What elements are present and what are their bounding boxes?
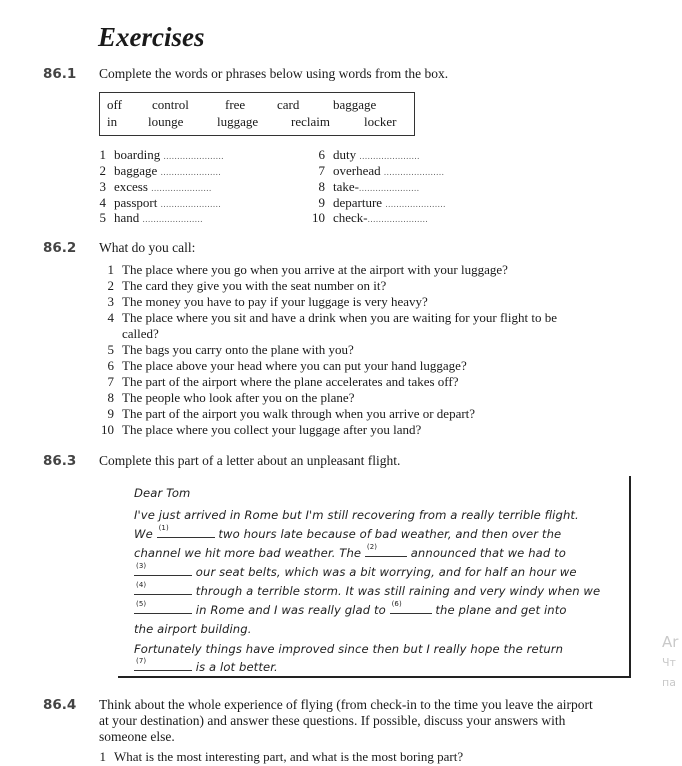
letter-text: the plane and get into [435,603,567,617]
item-number: 6 [318,147,325,162]
answer-dots: ...................... [160,167,222,177]
blank-number: (5) [136,600,147,608]
page-title: Exercises [98,22,205,52]
item-number: 8 [107,390,114,405]
item-text: passport [114,195,158,210]
item-text: The place where you go when you arrive at the airport with your luggage? [122,262,508,277]
box-word: reclaim [291,114,330,129]
item-text: The place where you collect your luggage after you land? [122,422,422,437]
answer-blank-7[interactable] [134,657,192,671]
letter-line [134,600,567,617]
box-word: control [152,97,189,112]
item-number: 5 [99,210,106,225]
section-number-86-1: 86.1 [43,66,77,82]
letter-line [134,562,577,579]
letter-line [134,524,562,541]
section-number-86-2: 86.2 [43,240,77,256]
letter-line: Fortunately things have improved since then but I really hope the return [134,642,564,656]
item-number: 2 [99,163,106,178]
blank-number: (7) [136,657,147,665]
letter-text: in Rome and I was really glad to [195,603,386,617]
item-number: 7 [107,374,114,389]
letter-text: our seat belts, which was a bit worrying, and for half an hour we [195,565,577,579]
item-number: 3 [107,294,114,309]
answer-dots: ...................... [142,214,204,224]
answer-blank-5[interactable] [134,600,192,614]
item-text: The people who look after you on the plane? [122,390,355,405]
box-word: card [277,97,300,112]
item-text: hand [114,210,140,225]
answer-dots: ...................... [385,199,446,209]
item-text: check- [333,210,368,225]
answer-dots: ...................... [359,151,420,161]
section-instruction-86-2: What do you call: [99,240,196,255]
item-text: The money you have to pay if your luggage is very heavy? [122,294,428,309]
item-number: 9 [318,195,325,210]
item-text: The place above your head where you can put your hand luggage? [122,358,467,373]
section-number-86-3: 86.3 [43,453,77,469]
answer-blank-4[interactable] [134,581,192,595]
side-fragment: Ar [662,633,679,651]
section-instruction-86-4-line1: Think about the whole experience of flying (from check-in to the time you leave the airport [99,697,593,712]
item-text: called? [122,326,159,341]
answer-blank-2[interactable] [365,543,407,557]
item-number: 1 [107,262,114,277]
item-number: 4 [99,195,106,210]
letter-line: I've just arrived in Rome but I'm still recovering from a really terrible flight. [134,508,579,522]
answer-dots: ...................... [163,151,224,161]
item-text: baggage [114,163,158,178]
answer-dots: ...................... [367,214,429,224]
item-number: 3 [99,179,106,194]
box-word: free [225,97,246,112]
box-word: baggage [333,97,377,112]
box-word: lounge [148,114,184,129]
letter-text: is a lot better. [195,660,278,674]
answer-blank-6[interactable] [390,600,432,614]
letter-greeting: Dear Tom [134,486,191,500]
letter-line [134,581,601,598]
box-word: locker [364,114,397,129]
letter-box [118,476,631,678]
item-text: excess [114,179,148,194]
letter-text: announced that we had to [410,546,566,560]
item-text: The place where you sit and have a drink when you are waiting for your flight to be [122,310,557,325]
item-text: The bags you carry onto the plane with you? [122,342,354,357]
blank-number: (1) [158,524,169,532]
box-word: luggage [217,114,259,129]
answer-dots: ...................... [358,183,420,193]
item-text: The part of the airport where the plane accelerates and takes off? [122,374,459,389]
answer-blank-1[interactable] [157,524,215,538]
blank-number: (3) [136,562,147,570]
box-word: off [107,97,122,112]
side-fragment: Чт [662,656,676,669]
answer-dots: ...................... [160,199,222,209]
item-number: 10 [312,210,325,225]
blank-number: (2) [366,543,378,551]
answer-dots: ...................... [383,167,445,177]
item-number: 1 [99,147,106,162]
item-text: boarding [114,147,161,162]
item-number: 4 [107,310,114,325]
section-instruction-86-4-line2: at your destination) and answer these questions. If possible, discuss your answers with [99,713,566,728]
letter-text: two hours late because of bad weather, and then over the [218,527,562,541]
letter-line [134,543,566,560]
item-number: 10 [101,422,114,437]
item-text: take- [333,179,359,194]
blank-number: (4) [136,581,147,589]
letter-line: the airport building. [134,622,252,636]
item-number: 8 [318,179,325,194]
section-number-86-4: 86.4 [43,697,77,713]
item-number: 2 [107,278,114,293]
item-number: 1 [99,749,106,764]
letter-text: We [134,527,153,541]
item-number: 5 [107,342,114,357]
side-fragment: па [662,676,676,689]
word-box [99,92,415,136]
answer-blank-3[interactable] [134,562,192,576]
item-text: overhead [333,163,381,178]
answer-dots: ...................... [151,183,212,193]
box-word: in [107,114,118,129]
item-number: 6 [107,358,114,373]
section-instruction-86-4-line3: someone else. [99,729,175,744]
section-instruction-86-3: Complete this part of a letter about an unpleasant flight. [99,453,401,468]
item-text: The part of the airport you walk through when you arrive or depart? [122,406,476,421]
letter-line [134,657,278,674]
section-instruction-86-1: Complete the words or phrases below using words from the box. [99,66,449,81]
item-text: duty [333,147,357,162]
letter-text: channel we hit more bad weather. The [134,546,362,560]
item-number: 7 [318,163,325,178]
item-text: departure [333,195,383,210]
item-number: 9 [107,406,114,421]
question-text: What is the most interesting part, and what is the most boring part? [114,749,464,764]
item-text: The card they give you with the seat number on it? [122,278,387,293]
letter-text: through a terrible storm. It was still raining and very windy when we [195,584,601,598]
blank-number: (6) [391,600,402,608]
